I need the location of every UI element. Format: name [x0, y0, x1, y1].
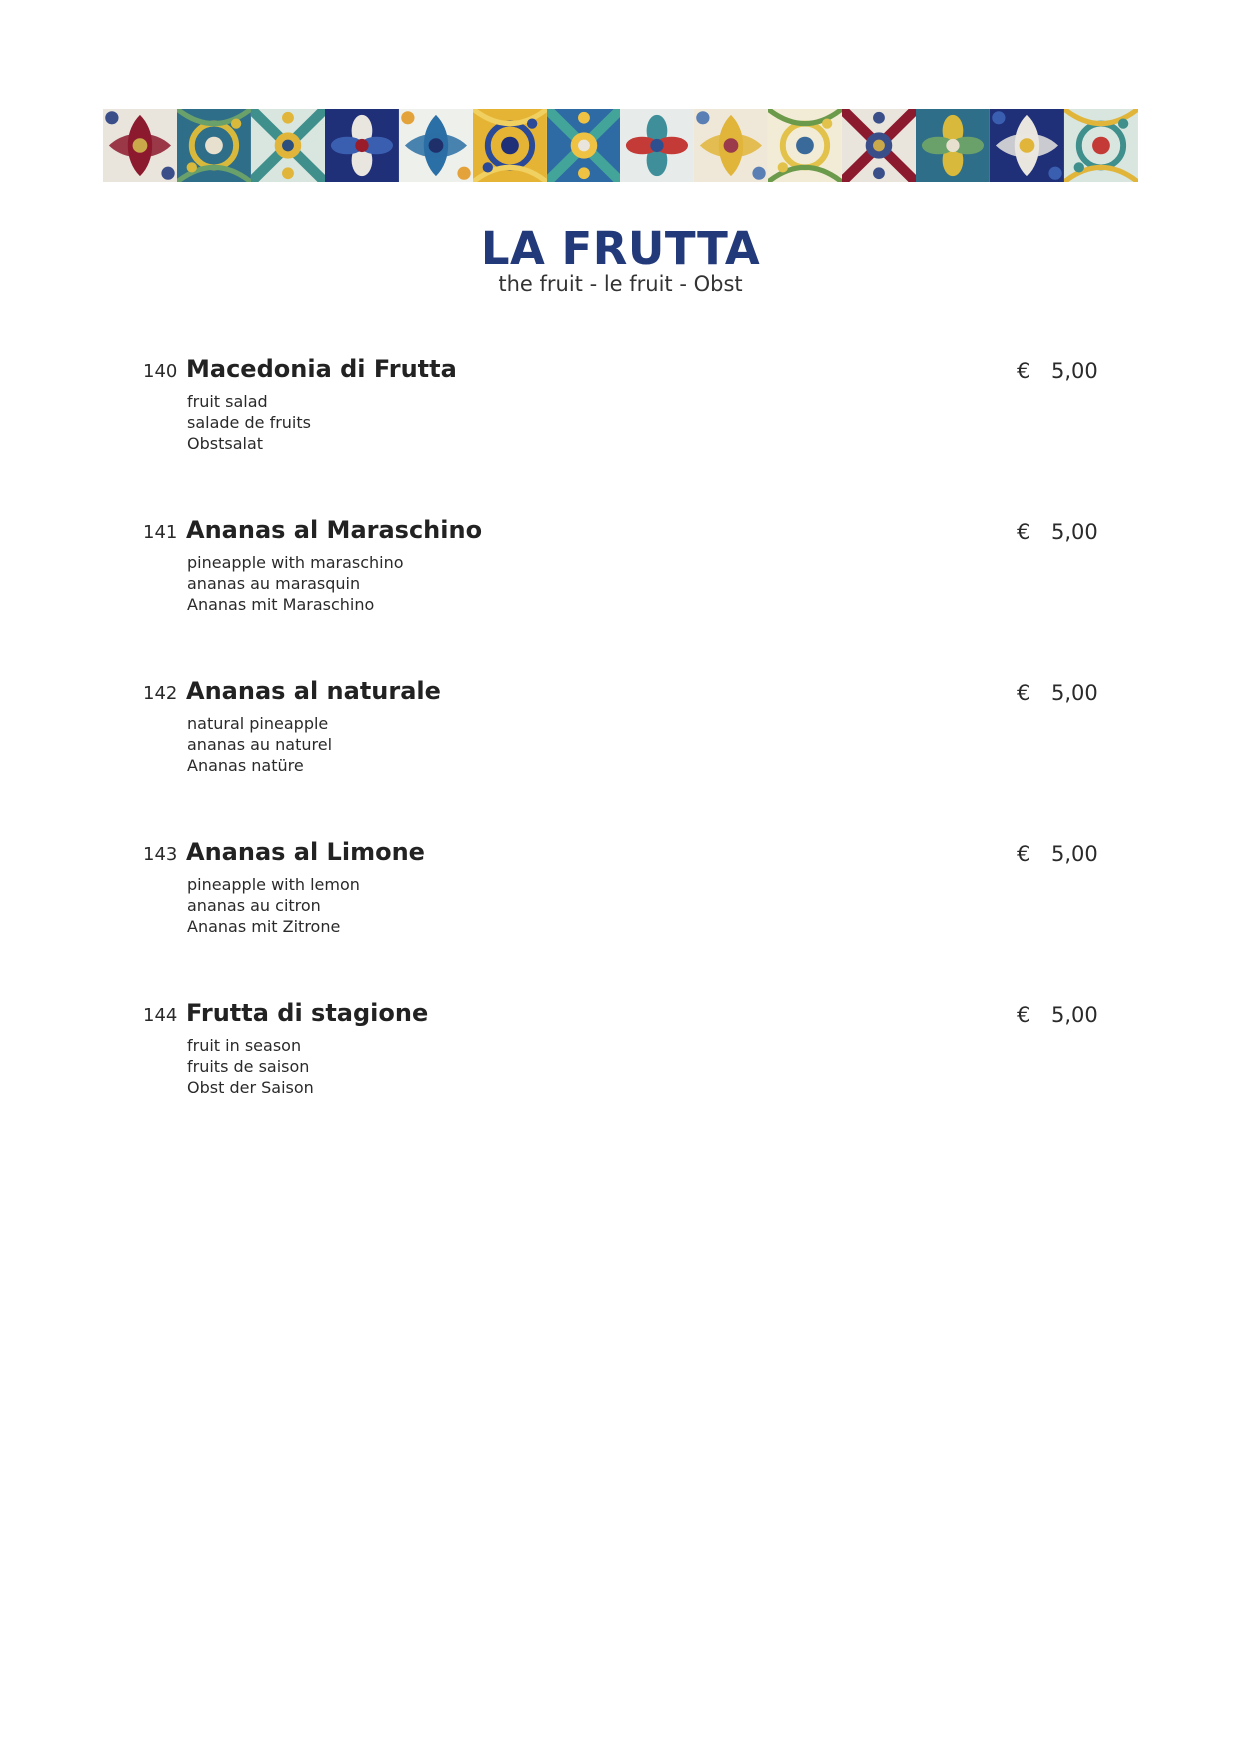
item-description — [187, 391, 311, 454]
item-desc-line: salade de fruits — [187, 413, 311, 432]
currency-symbol: € — [1017, 842, 1031, 866]
menu-item — [0, 516, 1241, 636]
item-description — [187, 552, 404, 615]
item-desc-line: Ananas mit Zitrone — [187, 917, 341, 936]
item-price: 5,00 — [1051, 359, 1098, 383]
decorative-tile — [916, 109, 990, 182]
tile-banner — [103, 109, 1138, 182]
item-name: Macedonia di Frutta — [186, 355, 457, 383]
item-desc-line: Ananas natüre — [187, 756, 304, 775]
menu-item — [0, 677, 1241, 797]
decorative-tile — [990, 109, 1064, 182]
menu-item — [0, 838, 1241, 958]
item-desc-line: Ananas mit Maraschino — [187, 595, 375, 614]
decorative-tile — [325, 109, 399, 182]
menu-item — [0, 999, 1241, 1119]
item-desc-line: Obstsalat — [187, 434, 264, 453]
decorative-tile — [547, 109, 621, 182]
item-desc-line: Obst der Saison — [187, 1078, 314, 1097]
item-desc-line: fruits de saison — [187, 1057, 310, 1076]
decorative-tile — [177, 109, 251, 182]
item-desc-line: ananas au naturel — [187, 735, 333, 754]
item-desc-line: ananas au citron — [187, 896, 321, 915]
decorative-tile — [1064, 109, 1138, 182]
decorative-tile — [399, 109, 473, 182]
item-name: Ananas al Limone — [186, 838, 425, 866]
page-title: LA FRUTTA — [480, 222, 761, 275]
item-desc-line: pineapple with lemon — [187, 875, 360, 894]
currency-symbol: € — [1017, 681, 1031, 705]
item-desc-line: natural pineapple — [187, 714, 329, 733]
decorative-tile — [251, 109, 325, 182]
decorative-tile — [620, 109, 694, 182]
item-number: 142 — [143, 683, 178, 704]
decorative-tile — [694, 109, 768, 182]
page-subtitle: the fruit - le fruit - Obst — [498, 272, 743, 296]
item-description — [187, 874, 360, 937]
item-price: 5,00 — [1051, 842, 1098, 866]
item-desc-line: fruit in season — [187, 1036, 302, 1055]
item-desc-line: pineapple with maraschino — [187, 553, 404, 572]
item-description — [187, 1035, 314, 1098]
item-number: 144 — [143, 1005, 178, 1026]
item-desc-line: ananas au marasquin — [187, 574, 361, 593]
item-description — [187, 713, 332, 776]
menu-item — [0, 355, 1241, 475]
decorative-tile — [103, 109, 177, 182]
item-number: 141 — [143, 522, 178, 543]
item-desc-line: fruit salad — [187, 392, 268, 411]
currency-symbol: € — [1017, 359, 1031, 383]
decorative-tile — [768, 109, 842, 182]
currency-symbol: € — [1017, 1003, 1031, 1027]
item-number: 143 — [143, 844, 178, 865]
currency-symbol: € — [1017, 520, 1031, 544]
decorative-tile — [842, 109, 916, 182]
item-number: 140 — [143, 361, 178, 382]
item-name: Ananas al naturale — [186, 677, 441, 705]
decorative-tile — [473, 109, 547, 182]
item-name: Ananas al Maraschino — [186, 516, 483, 544]
item-price: 5,00 — [1051, 1003, 1098, 1027]
item-price: 5,00 — [1051, 520, 1098, 544]
item-price: 5,00 — [1051, 681, 1098, 705]
item-name: Frutta di stagione — [186, 999, 429, 1027]
